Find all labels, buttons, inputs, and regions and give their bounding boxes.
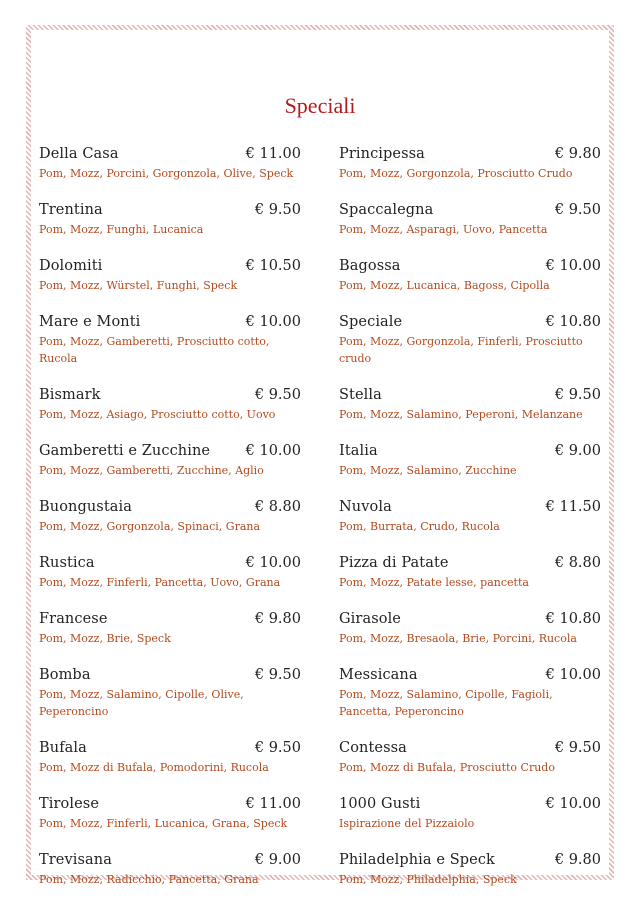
menu-item <box>39 552 301 591</box>
item-name: Gamberetti e Zucchine <box>39 443 211 459</box>
item-description: Pom, Mozz, Salamino, Zucchine <box>339 464 517 477</box>
item-description: Pom, Mozz, Gorgonzola, Finferli, Prosciutto crudo <box>339 335 583 365</box>
item-price: € 9.00 <box>554 443 601 459</box>
item-name: Bomba <box>39 667 91 683</box>
menu-item <box>39 311 301 367</box>
menu-item <box>339 737 601 776</box>
item-name: Italia <box>339 443 378 459</box>
menu-item <box>39 849 301 888</box>
item-description: Pom, Mozz, Gorgonzola, Spinaci, Grana <box>39 520 261 533</box>
item-price: € 9.50 <box>254 667 301 683</box>
item-name: Della Casa <box>39 146 119 162</box>
item-price: € 9.50 <box>254 740 301 756</box>
item-price: € 10.00 <box>245 555 301 571</box>
item-price: € 9.50 <box>554 202 601 218</box>
item-price: € 10.00 <box>245 314 301 330</box>
item-name: Stella <box>339 387 382 403</box>
item-price: € 9.50 <box>554 387 601 403</box>
menu-item <box>339 143 601 182</box>
item-description: Pom, Mozz, Gamberetti, Prosciutto cotto, Rucola <box>39 335 270 365</box>
menu-item <box>39 255 301 294</box>
item-price: € 9.50 <box>254 387 301 403</box>
item-price: € 9.80 <box>254 611 301 627</box>
menu-title: Speciali <box>284 93 356 118</box>
item-price: € 10.00 <box>545 796 601 812</box>
item-price: € 11.50 <box>545 499 601 515</box>
menu-item <box>39 440 301 479</box>
menu-item <box>339 311 601 367</box>
menu-column-right <box>339 143 601 905</box>
item-description: Pom, Mozz, Patate lesse, pancetta <box>339 576 529 589</box>
item-price: € 10.80 <box>545 611 601 627</box>
item-name: Rustica <box>39 555 95 571</box>
item-description: Pom, Mozz, Lucanica, Bagoss, Cipolla <box>339 279 550 292</box>
item-name: Messicana <box>339 667 418 683</box>
menu-item <box>339 384 601 423</box>
item-price: € 10.00 <box>245 443 301 459</box>
menu-item <box>39 737 301 776</box>
item-description: Pom, Mozz, Radicchio, Pancetta, Grana <box>39 873 259 886</box>
item-price: € 11.00 <box>245 146 301 162</box>
item-price: € 9.00 <box>254 852 301 868</box>
item-price: € 10.50 <box>245 258 301 274</box>
menu-item <box>339 255 601 294</box>
item-name: Girasole <box>339 611 401 627</box>
item-price: € 9.80 <box>554 146 601 162</box>
item-description: Pom, Mozz, Finferli, Lucanica, Grana, Speck <box>39 817 288 830</box>
item-name: Mare e Monti <box>39 314 141 330</box>
item-description: Pom, Mozz di Bufala, Pomodorini, Rucola <box>39 761 269 774</box>
menu-item <box>339 793 601 832</box>
item-name: Bufala <box>39 740 87 756</box>
item-description: Pom, Mozz, Würstel, Funghi, Speck <box>39 279 238 292</box>
item-name: Trevisana <box>39 852 112 868</box>
item-name: Philadelphia e Speck <box>339 852 495 868</box>
item-name: Principessa <box>339 146 425 162</box>
item-description: Pom, Mozz, Brie, Speck <box>39 632 171 645</box>
menu-item <box>339 664 601 720</box>
item-description: Pom, Mozz, Salamino, Cipolle, Fagioli, Pancetta, Peperoncino <box>339 688 553 718</box>
item-name: Tirolese <box>39 796 100 812</box>
item-name: Dolomiti <box>39 258 103 274</box>
item-description: Ispirazione del Pizzaiolo <box>339 817 475 830</box>
item-name: Francese <box>39 611 108 627</box>
item-description: Pom, Mozz, Finferli, Pancetta, Uovo, Grana <box>39 576 281 589</box>
item-description: Pom, Mozz, Porcini, Gorgonzola, Olive, Speck <box>39 167 294 180</box>
item-name: Speciale <box>339 314 403 330</box>
item-description: Pom, Mozz, Bresaola, Brie, Porcini, Rucola <box>339 632 577 645</box>
item-name: Buongustaia <box>39 499 132 515</box>
menu-item <box>39 608 301 647</box>
item-description: Pom, Mozz di Bufala, Prosciutto Crudo <box>339 761 555 774</box>
item-description: Pom, Mozz, Salamino, Peperoni, Melanzane <box>339 408 583 421</box>
item-price: € 11.00 <box>245 796 301 812</box>
item-name: Spaccalegna <box>339 202 434 218</box>
item-name: Bagossa <box>339 258 401 274</box>
item-price: € 10.80 <box>545 314 601 330</box>
menu-item <box>39 143 301 182</box>
item-name: Nuvola <box>339 499 392 515</box>
item-price: € 10.00 <box>545 667 601 683</box>
item-description: Pom, Mozz, Asiago, Prosciutto cotto, Uovo <box>39 408 276 421</box>
menu-item <box>39 793 301 832</box>
menu-item <box>39 384 301 423</box>
menu-item <box>339 496 601 535</box>
menu-item <box>39 199 301 238</box>
menu-item <box>339 552 601 591</box>
menu-item <box>339 199 601 238</box>
item-description: Pom, Mozz, Funghi, Lucanica <box>39 223 204 236</box>
item-description: Pom, Mozz, Asparagi, Uovo, Pancetta <box>339 223 548 236</box>
item-name: 1000 Gusti <box>339 796 421 812</box>
item-price: € 10.00 <box>545 258 601 274</box>
item-name: Pizza di Patate <box>339 555 449 571</box>
item-description: Pom, Mozz, Gorgonzola, Prosciutto Crudo <box>339 167 573 180</box>
menu-item <box>39 664 301 720</box>
item-price: € 9.80 <box>554 852 601 868</box>
menu-column-left <box>39 143 301 905</box>
menu-item <box>339 849 601 888</box>
item-price: € 9.50 <box>554 740 601 756</box>
item-price: € 9.50 <box>254 202 301 218</box>
item-price: € 8.80 <box>554 555 601 571</box>
item-name: Contessa <box>339 740 407 756</box>
item-price: € 8.80 <box>254 499 301 515</box>
menu-item <box>39 496 301 535</box>
item-name: Trentina <box>39 202 103 218</box>
item-description: Pom, Mozz, Gamberetti, Zucchine, Aglio <box>39 464 264 477</box>
item-name: Bismark <box>39 387 101 403</box>
item-description: Pom, Mozz, Salamino, Cipolle, Olive, Peperoncino <box>39 688 244 718</box>
menu-item <box>339 608 601 647</box>
menu-item <box>339 440 601 479</box>
item-description: Pom, Burrata, Crudo, Rucola <box>339 520 500 533</box>
item-description: Pom, Mozz, Philadelphia, Speck <box>339 873 517 886</box>
